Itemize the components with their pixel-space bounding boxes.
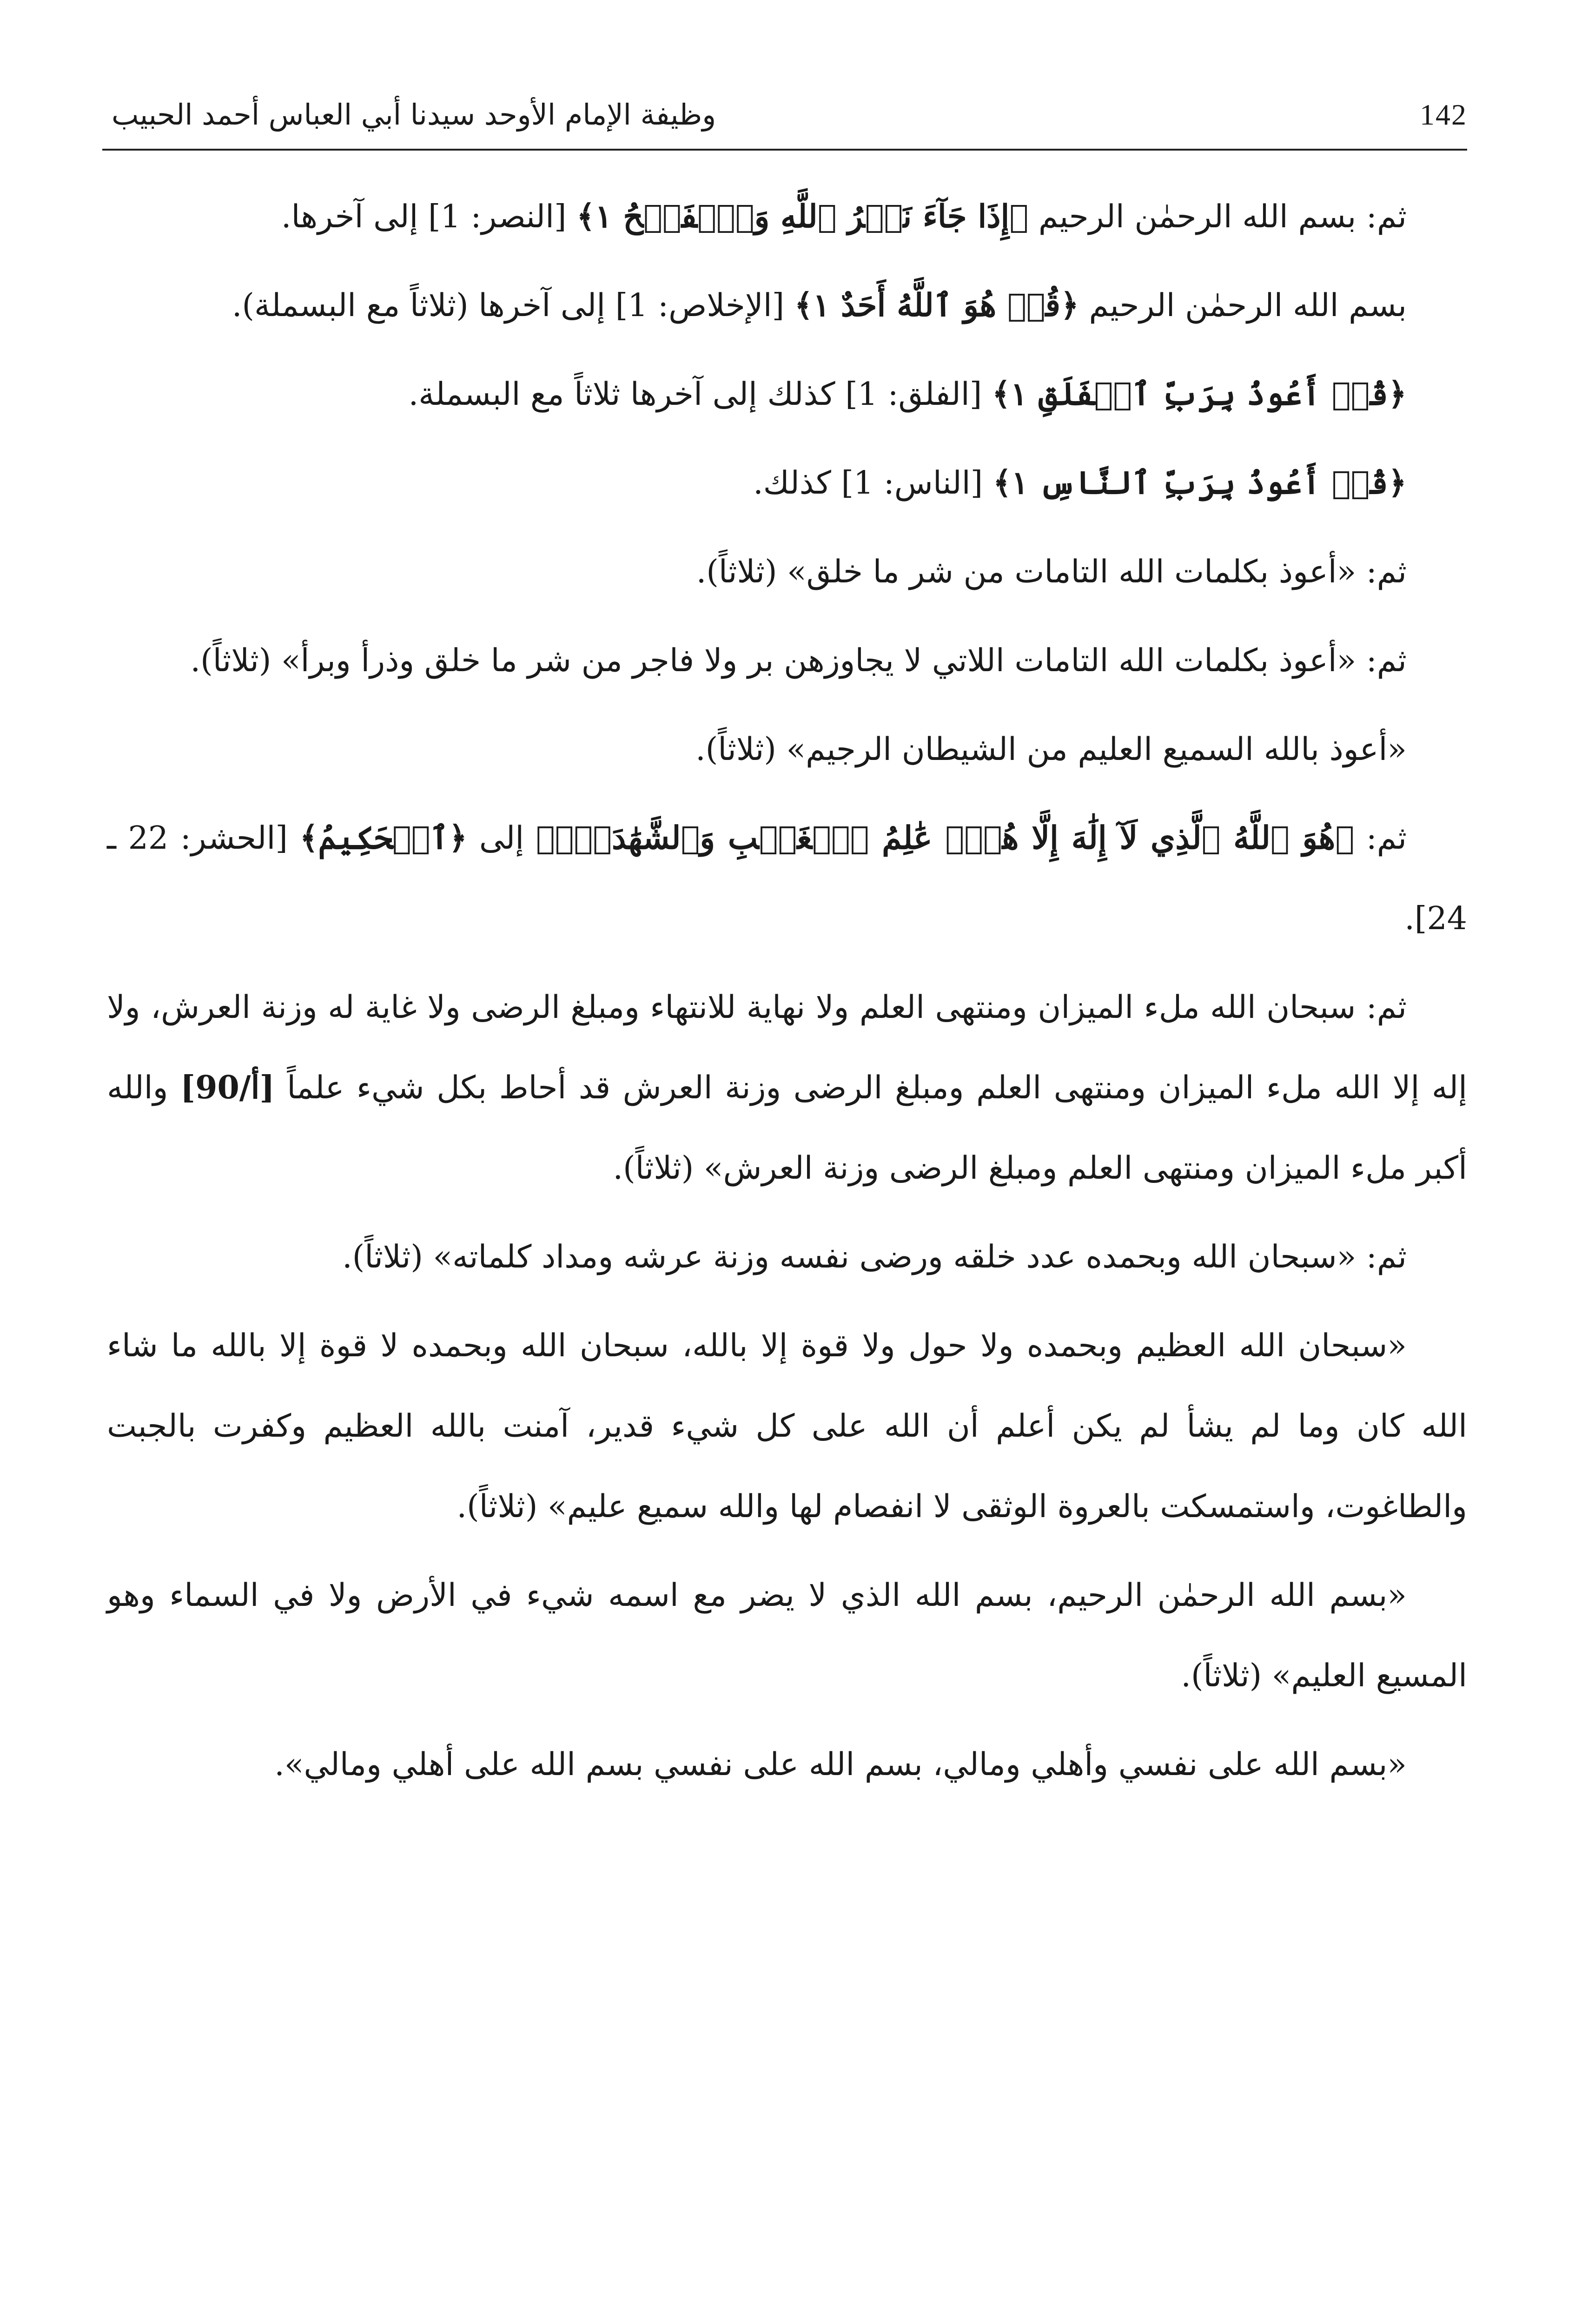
quran-verse: ﴿قُلۡ أَعُوذُ بِرَبِّ ٱلنَّاسِ ١﴾ [992,464,1407,502]
paragraph-text: ثم: «أعوذ بكلمات الله التامات اللاتي لا يجاوزهن بر ولا فاجر من شر ما خلق وذرأ وبرأ» (ثلاثاً). [190,642,1407,679]
paragraph-surah-nas [107,443,1467,523]
paragraph-text: «أعوذ بالله السميع العليم من الشيطان الرجيم» (ثلاثاً). [695,731,1407,768]
paragraph-surah-falaq [107,354,1467,435]
paragraph-text: ثم: «سبحان الله وبحمده عدد خلقه ورضى نفسه وزنة عرشه ومداد كلماته» (ثلاثاً). [342,1239,1407,1275]
paragraph-text: بسم الله الرحمٰن الرحيم [1079,287,1407,324]
paragraph-text: ثم: [1354,820,1407,857]
quran-verse: ﴿قُلۡ هُوَ ٱللَّهُ أَحَدٌ ١﴾ [794,287,1079,324]
page-header [102,79,1467,151]
body-text [107,177,1467,1813]
quran-verse: ﴿إِذَا جَآءَ نَصۡرُ ٱللَّهِ وَٱلۡفَتۡحُ ١﴾ [576,198,1029,235]
paragraph-text: «بسم الله على نفسي وأهلي ومالي، بسم الله على نفسي بسم الله على أهلي ومالي». [274,1746,1407,1783]
paragraph-surah-ikhlas [107,265,1467,346]
paragraph-surah-nasr [107,177,1467,257]
paragraph-text: ثم: سبحان الله ملء الميزان ومنتهى العلم ولا نهاية للانتهاء ومبلغ الرضى ولا غاية له وزنة العرش، ولا إله إلا الله ملء الميزان ومنتهى العلم ومبلغ الرضى وزنة العرش قد أحاط بكل شيء علماً [107,989,1467,1106]
paragraph-text: [النصر: 1] إلى آخرها. [281,198,577,235]
running-title: وظيفة الإمام الأوحد سيدنا أبي العباس أحمد الحبيب [112,98,716,132]
paragraph-text: والله أكبر ملء الميزان ومنتهى العلم ومبلغ الرضى وزنة العرش» (ثلاثاً). [107,1070,1467,1187]
quran-verse: ﴿هُوَ ٱللَّهُ ٱلَّذِي لَآ إِلَٰهَ إِلَّا هُوَۖ عَٰلِمُ ٱلۡغَيۡبِ وَٱلشَّهَٰدَةِۖ﴾ [536,819,1355,857]
page-number: 142 [1420,98,1467,131]
paragraph-tasbih [107,967,1467,1208]
quran-verse: ﴿قُلۡ أَعُوذُ بِرَبِّ ٱلۡفَلَقِ ١﴾ [992,376,1407,413]
quran-verse: ﴿ٱلۡحَكِيمُ﴾ [299,819,468,857]
paragraph-text: إلى [467,820,536,857]
folio-marker: [90/أ] [180,1069,275,1106]
paragraph-text: ثم: «أعوذ بكلمات الله التامات من شر ما خلق» (ثلاثاً). [696,554,1407,590]
paragraph-text: «سبحان الله العظيم وبحمده ولا حول ولا قوة إلا بالله، سبحان الله وبحمده لا قوة إلا بالله ما شاء الله كان وما لم يشأ لم يكن أعلم أن الله على كل شيء قدير، آمنت بالله العظيم وكفرت بالجبت والطاغوت، واستمسكت بالعروة الوثقى لا انفصام لها والله سميع عليم» (ثلاثاً). [107,1327,1467,1525]
paragraph-text: [الفلق: 1] كذلك إلى آخرها ثلاثاً مع البسملة. [408,376,992,413]
paragraph-text: [الإخلاص: 1] إلى آخرها (ثلاثاً مع البسملة). [232,287,794,324]
paragraph-text: [الحشر: 22 ـ 24]. [107,820,1467,937]
paragraph-text: [الناس: 1] كذلك. [753,465,993,502]
paragraph-text: «بسم الله الرحمٰن الرحيم، بسم الله الذي لا يضر مع اسمه شيء في الأرض ولا في السماء وهو المسيع العليم» (ثلاثاً). [107,1577,1467,1694]
paragraph-text: ثم: بسم الله الرحمٰن الرحيم [1028,198,1407,235]
paragraph-surah-hashr [107,798,1467,959]
